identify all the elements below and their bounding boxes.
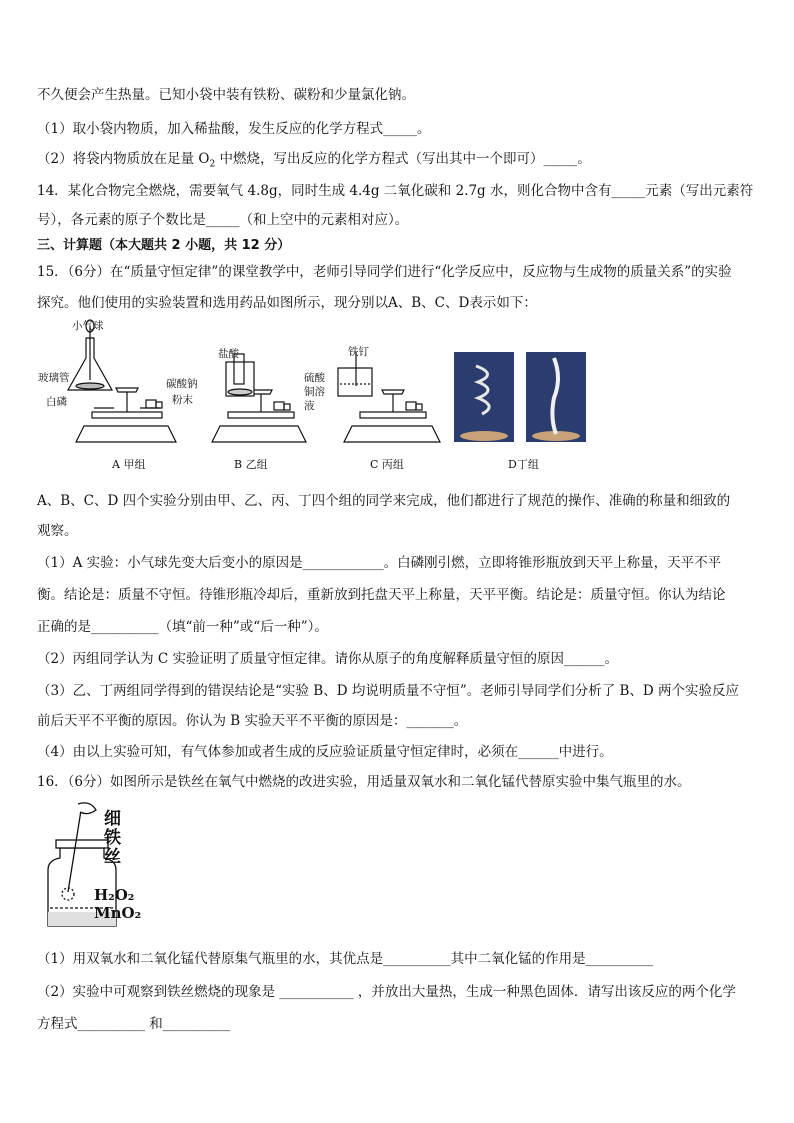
question-15-3-cont: 前后天平不平衡的原因。你认为 B 实验天平不平衡的原因是：_______。 bbox=[37, 713, 468, 729]
label-copper-sulfate: 铜溶 bbox=[304, 386, 325, 398]
wire-char: 铁 bbox=[104, 828, 121, 848]
question-15-1-cont: 衡。结论是：质量不守恒。待锥形瓶冷却后，重新放到托盘天平上称量，天平平衡。结论是：质量守恒。你认为结论 bbox=[37, 587, 726, 603]
caption-a: A 甲组 bbox=[112, 458, 146, 471]
label-copper-sulfate: 硫酸 bbox=[304, 372, 325, 384]
subscript: 2 bbox=[209, 159, 216, 170]
experiment-figure-16 bbox=[38, 800, 158, 934]
question-13-1: （1）取小袋内物质，加入稀盐酸，发生反应的化学方程式_____。 bbox=[37, 121, 431, 137]
question-15-3: （3）乙、丁两组同学得到的错误结论是“实验 B、D 均说明质量不守恒”。老师引导同学们分析了 B、D 两个实验反应 bbox=[37, 683, 740, 699]
question-15: 15．（6分）在“质量守恒定律”的课堂教学中，老师引导同学们进行“化学反应中，反应物与生成物的质量关系”的实验 bbox=[37, 264, 732, 280]
question-13-2 bbox=[37, 147, 591, 170]
label-fine-iron-wire bbox=[104, 810, 121, 867]
question-15-1-cont: 正确的是__________（填“前一种”或“后一种”）。 bbox=[37, 619, 328, 635]
label-sodium-carbonate: 碳酸钠 bbox=[166, 378, 198, 390]
label-powder: 粉末 bbox=[172, 394, 193, 406]
label-h2o2: H₂O₂ bbox=[94, 886, 135, 904]
experiment-figure-15 bbox=[36, 318, 596, 478]
question-14: 14．某化合物完全燃烧，需要氧气 4.8g，同时生成 4.4g 二氧化碳和 2.7g 水，则化合物中含有_____元素（写出元素符 bbox=[37, 183, 754, 199]
label-glass-tube: 玻璃管 bbox=[38, 372, 70, 384]
question-15-1: （1）A 实验：小气球先变大后变小的原因是____________。白磷刚引燃，立即将锥形瓶放到天平上称量，天平不平 bbox=[37, 555, 722, 571]
text-line: 不久便会产生热量。已知小袋中装有铁粉、碳粉和少量氯化钠。 bbox=[37, 87, 415, 103]
label-iron-nail: 铁钉 bbox=[348, 346, 369, 358]
question-16-2: （2）实验中可观察到铁丝燃烧的现象是 ___________ ，并放出大量热，生成一种黑色固体．请写出该反应的两个化学 bbox=[37, 984, 736, 1000]
wire-char: 丝 bbox=[104, 847, 121, 867]
question-16: 16．（6分）如图所示是铁丝在氧气中燃烧的改进实验，用适量双氧水和二氧化锰代替原实验中集气瓶里的水。 bbox=[37, 774, 691, 790]
question-16-2-cont: 方程式__________ 和__________ bbox=[37, 1016, 231, 1032]
label-balloon: 小气球 bbox=[72, 320, 104, 332]
caption-d: D丁组 bbox=[508, 458, 539, 471]
text-part: （2）将袋内物质放在足量 O bbox=[37, 151, 210, 167]
question-15-2: （2）丙组同学认为 C 实验证明了质量守恒定律。请你从原子的角度解释质量守恒的原因______。 bbox=[37, 651, 618, 667]
question-15-cont: 探究。他们使用的实验装置和选用药品如图所示，现分别以A、B、C、D表示如下： bbox=[37, 295, 537, 311]
label-mno2: MnO₂ bbox=[94, 904, 142, 922]
label-copper-sulfate: 液 bbox=[304, 400, 315, 412]
section-heading: 三、计算题（本大题共 2 小题，共 12 分） bbox=[37, 238, 291, 253]
question-15-4: （4）由以上实验可知，有气体参加或者生成的反应验证质量守恒定律时，必须在______中进行。 bbox=[37, 744, 613, 760]
text-part: 中燃烧，写出反应的化学方程式（写出其中一个即可）_____。 bbox=[215, 151, 591, 167]
question-16-1: （1）用双氧水和二氧化锰代替原集气瓶里的水，其优点是__________其中二氧化锰的作用是__________ bbox=[37, 951, 654, 967]
label-hydrochloric-acid: 盐酸 bbox=[218, 348, 239, 360]
question-15-text: A、B、C、D 四个实验分别由甲、乙、丙、丁四个组的同学来完成，他们都进行了规范的操作、准确的称量和细致的 bbox=[37, 493, 731, 509]
question-14-cont: 号），各元素的原子个数比是_____（和上空中的元素相对应）。 bbox=[37, 212, 409, 228]
label-white-phosphorus: 白磷 bbox=[46, 396, 67, 408]
question-15-text: 观察。 bbox=[37, 523, 78, 539]
caption-b: B 乙组 bbox=[234, 458, 268, 471]
wire-char: 细 bbox=[104, 809, 121, 829]
caption-c: C 丙组 bbox=[370, 458, 404, 471]
